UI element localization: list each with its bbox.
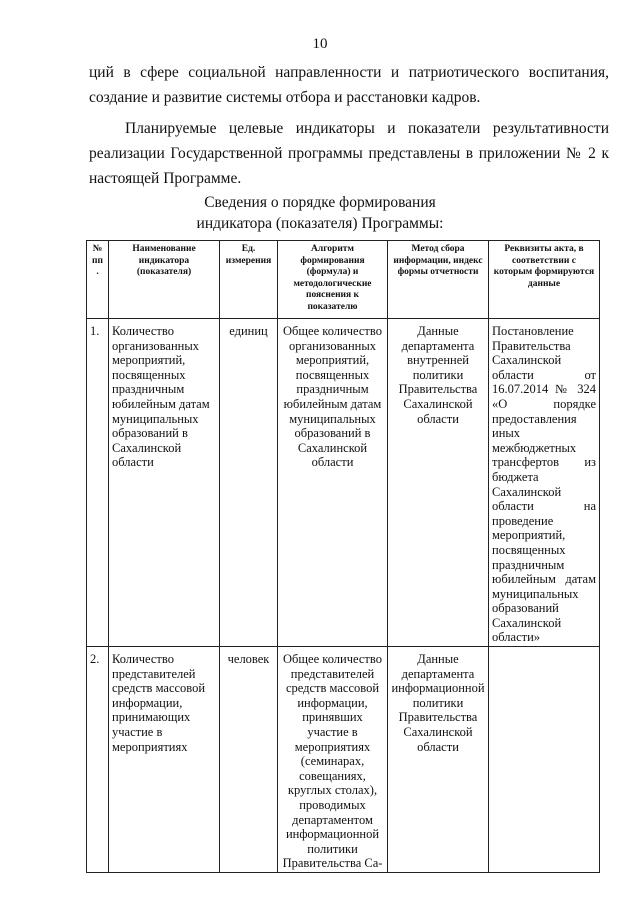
header-requisites: Реквизиты акта, в соответствии с которым формируются данные — [489, 241, 600, 319]
header-algorithm: Алгоритм формирования (формула) и методологические пояснения к показателю — [278, 241, 388, 319]
row-method: Данные департамента информационной политики Правительства Сахалинской области — [388, 647, 489, 873]
table-caption — [0, 192, 640, 234]
header-num: № пп . — [87, 241, 109, 319]
indicator-table — [86, 240, 600, 873]
row-num: 1. — [87, 319, 109, 647]
row-algorithm: Общее количество организованных мероприятий, посвященных праздничным юбилейным датам муниципальных образований в Сахалинской области — [278, 319, 388, 647]
caption-line-1: Сведения о порядке формирования — [204, 194, 436, 211]
row-unit: человек — [220, 647, 278, 873]
row-method: Данные департамента внутренней политики Правительства Сахалинской области — [388, 319, 489, 647]
header-unit: Ед. измерения — [220, 241, 278, 319]
table-row — [87, 647, 600, 873]
row-name: Количество представителей средств массовой информации, принимающих участие в мероприятиях — [109, 647, 220, 873]
caption-line-2: индикатора (показателя) Программы: — [196, 215, 444, 232]
row-algorithm: Общее количество представителей средств массовой информации, принявших участие в мероприятиях (семинарах, совещаниях, круглых столах), проводимых департаментом информационной политики Правительства Са- — [278, 647, 388, 873]
table-row — [87, 319, 600, 647]
paragraph-continuation: ций в сфере социальной направленности и патриотического воспитания, создание и развитие системы отбора и расстановки кадров. — [89, 64, 609, 106]
row-name: Количество организованных мероприятий, посвященных праздничным юбилейным датам муниципальных образований в Сахалинской области — [109, 319, 220, 647]
table-header-row — [87, 241, 600, 319]
row-num: 2. — [87, 647, 109, 873]
row-unit: единиц — [220, 319, 278, 647]
header-method: Метод сбора информации, индекс формы отчетности — [388, 241, 489, 319]
paragraph-indicators: Планируемые целевые индикаторы и показатели результативности реализации Государственной программы представлены в приложении № 2 к настоящей Программе. — [89, 120, 609, 187]
page-number: 10 — [312, 36, 328, 52]
header-name: Наименование индикатора (показателя) — [109, 241, 220, 319]
row-requisites: Постановление Правительства Сахалинской области от 16.07.2014 № 324 «О порядке предоставления иных межбюджетных трансфертов из бюджета Сахалинской области на проведение мероприятий, посвященных праздничным юбилейным датам муниципальных образований Сахалинской области» — [489, 319, 600, 647]
row-requisites — [489, 647, 600, 873]
